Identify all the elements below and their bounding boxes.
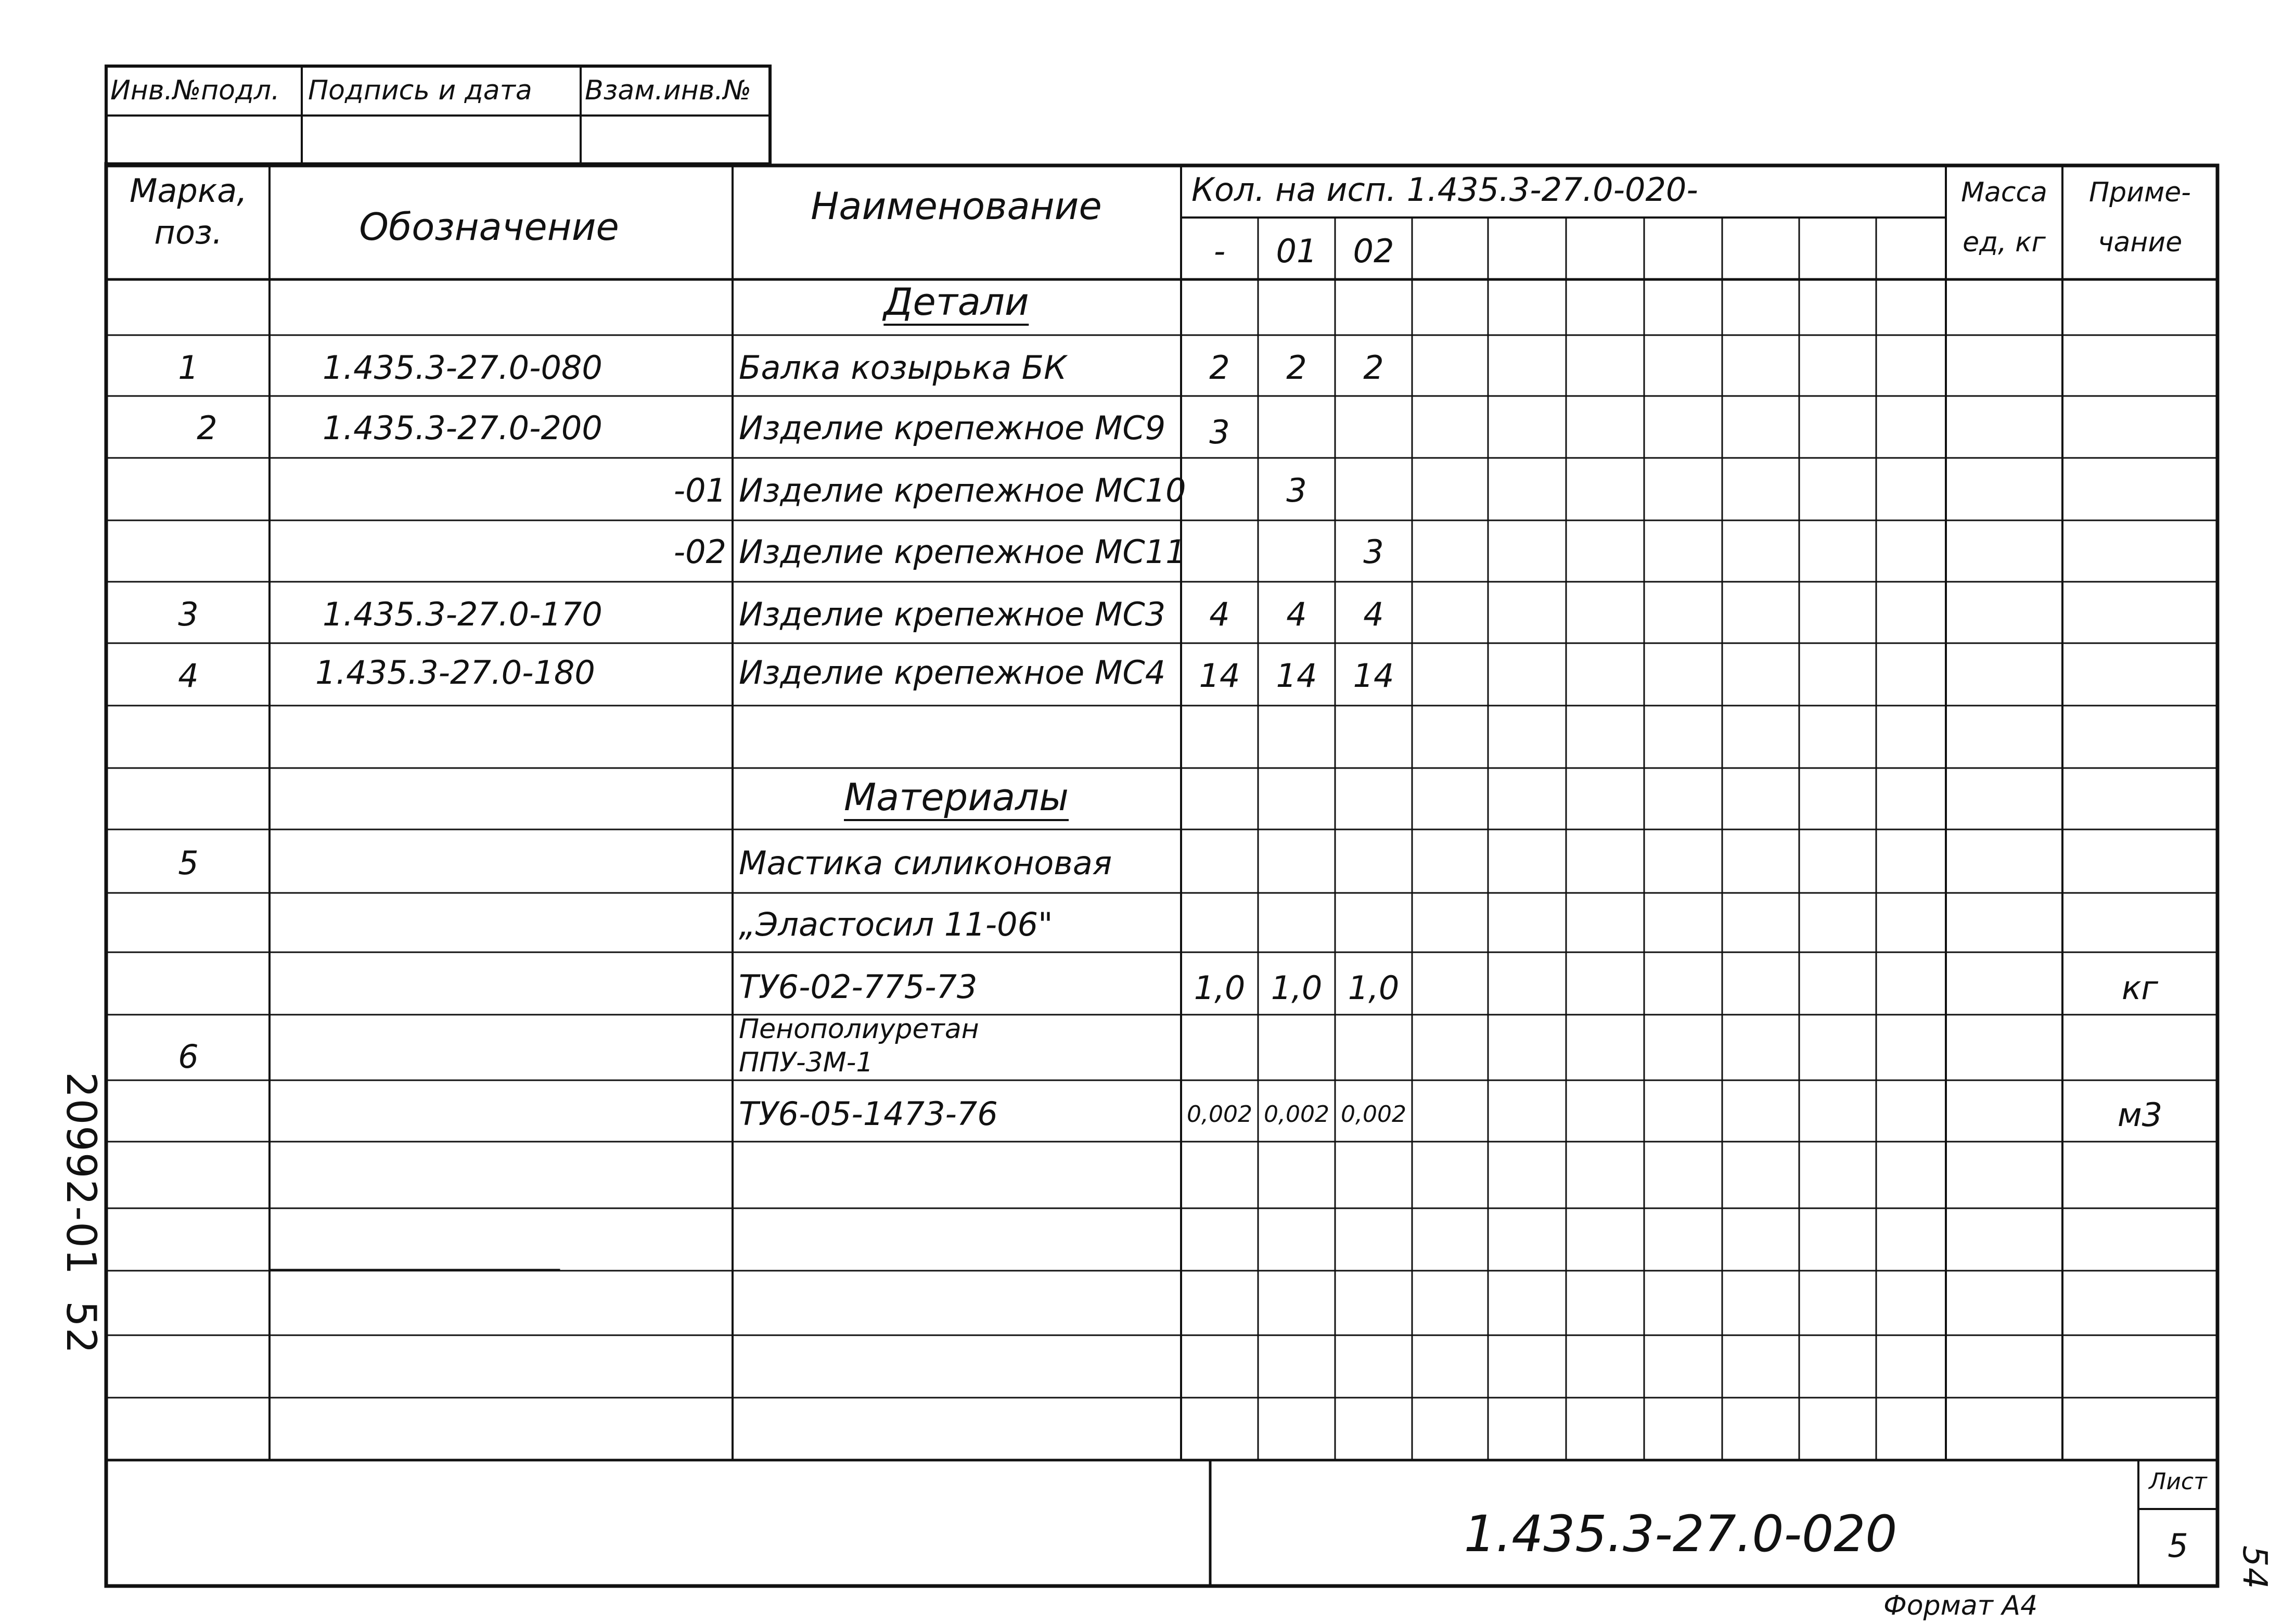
row-mark: 5	[178, 844, 199, 882]
row-qty-2: 3	[1363, 533, 1384, 571]
row-note: м3	[2117, 1096, 2163, 1134]
header-qty-variant-1: 01	[1276, 232, 1317, 270]
title-sheet-number: 5	[2168, 1527, 2188, 1565]
row-name: Мастика силиконовая	[739, 844, 1112, 882]
row-qty-2: 14	[1353, 657, 1394, 695]
row-name: Изделие крепежное МС3	[739, 595, 1166, 633]
section-materials: Материалы	[844, 778, 1069, 821]
header-note-line2: чание	[2097, 227, 2183, 258]
archive-page-number: 52	[57, 1301, 104, 1355]
row-designation: 1.435.3-27.0-170	[323, 595, 602, 633]
row-designation: -01	[673, 471, 726, 509]
row-qty-0: 4	[1209, 595, 1230, 633]
corner-number: 54	[2235, 1545, 2274, 1590]
title-doc-code: 1.435.3-27.0-020	[1464, 1505, 1897, 1563]
header-mass-line1: Масса	[1961, 177, 2047, 208]
row-name: ТУ6-05-1473-76	[739, 1095, 998, 1133]
row-name: Балка козырька БК	[739, 349, 1067, 387]
header-qty-variant-0: -	[1213, 232, 1226, 270]
row-name: Пенополиуретан	[739, 1014, 979, 1045]
row-qty-1: 2	[1286, 349, 1307, 387]
header-mass-line2: ед, кг	[1963, 227, 2046, 258]
row-designation: 1.435.3-27.0-200	[323, 409, 602, 447]
row-name: ТУ6-02-775-73	[739, 968, 978, 1006]
row-mark: 1	[178, 349, 199, 387]
header-mark-line1: Марка,	[130, 172, 247, 210]
row-mark: 3	[178, 595, 199, 633]
header-designation: Обозначение	[359, 205, 619, 249]
row-name: „Эластосил 11-06"	[739, 905, 1053, 943]
row-qty-0: 2	[1209, 349, 1230, 387]
stamp-signature-label: Подпись и дата	[308, 75, 532, 106]
row-qty-1: 4	[1286, 595, 1307, 633]
row-mark: 4	[178, 657, 199, 695]
row-qty-1: 0,002	[1264, 1101, 1329, 1128]
row-name: Изделие крепежное МС11	[739, 533, 1186, 571]
row-qty-2: 0,002	[1341, 1101, 1406, 1128]
stamp-replace-label: Взам.инв.№	[585, 75, 751, 106]
row-note: кг	[2121, 969, 2159, 1007]
row-qty-2: 4	[1363, 595, 1384, 633]
row-qty-0: 3	[1209, 413, 1230, 451]
title-sheet-label: Лист	[2149, 1468, 2207, 1495]
header-name: Наименование	[811, 184, 1102, 228]
row-qty-0: 0,002	[1187, 1101, 1252, 1128]
row-qty-1: 3	[1286, 471, 1307, 509]
row-qty-1: 1,0	[1271, 969, 1323, 1007]
row-qty-0: 14	[1199, 657, 1240, 695]
row-designation: -02	[673, 533, 726, 571]
row-mark: 6	[178, 1038, 199, 1076]
header-note-line1: Приме-	[2089, 177, 2191, 208]
row-mark: 2	[197, 409, 217, 447]
section-details: Детали	[883, 283, 1029, 326]
stamp-inv-label: Инв.№подл.	[110, 75, 280, 106]
row-qty-2: 2	[1363, 349, 1384, 387]
header-qty-variant-2: 02	[1353, 232, 1394, 270]
row-name: Изделие крепежное МС10	[739, 471, 1186, 509]
row-designation: 1.435.3-27.0-180	[315, 654, 595, 692]
row-name: Изделие крепежное МС4	[739, 654, 1166, 692]
row-qty-1: 14	[1276, 657, 1317, 695]
row-designation: 1.435.3-27.0-080	[323, 349, 602, 387]
row-name: Изделие крепежное МС9	[739, 409, 1166, 447]
row-qty-2: 1,0	[1348, 969, 1400, 1007]
header-mark-line2: поз.	[154, 213, 223, 251]
header-qty: Кол. на исп. 1.435.3-27.0-020-	[1191, 171, 1698, 209]
row-name-line2: ППУ-3М-1	[739, 1047, 874, 1078]
format-label: Формат А4	[1883, 1590, 2038, 1621]
archive-number: 20992-01	[57, 1072, 104, 1276]
row-qty-0: 1,0	[1194, 969, 1246, 1007]
